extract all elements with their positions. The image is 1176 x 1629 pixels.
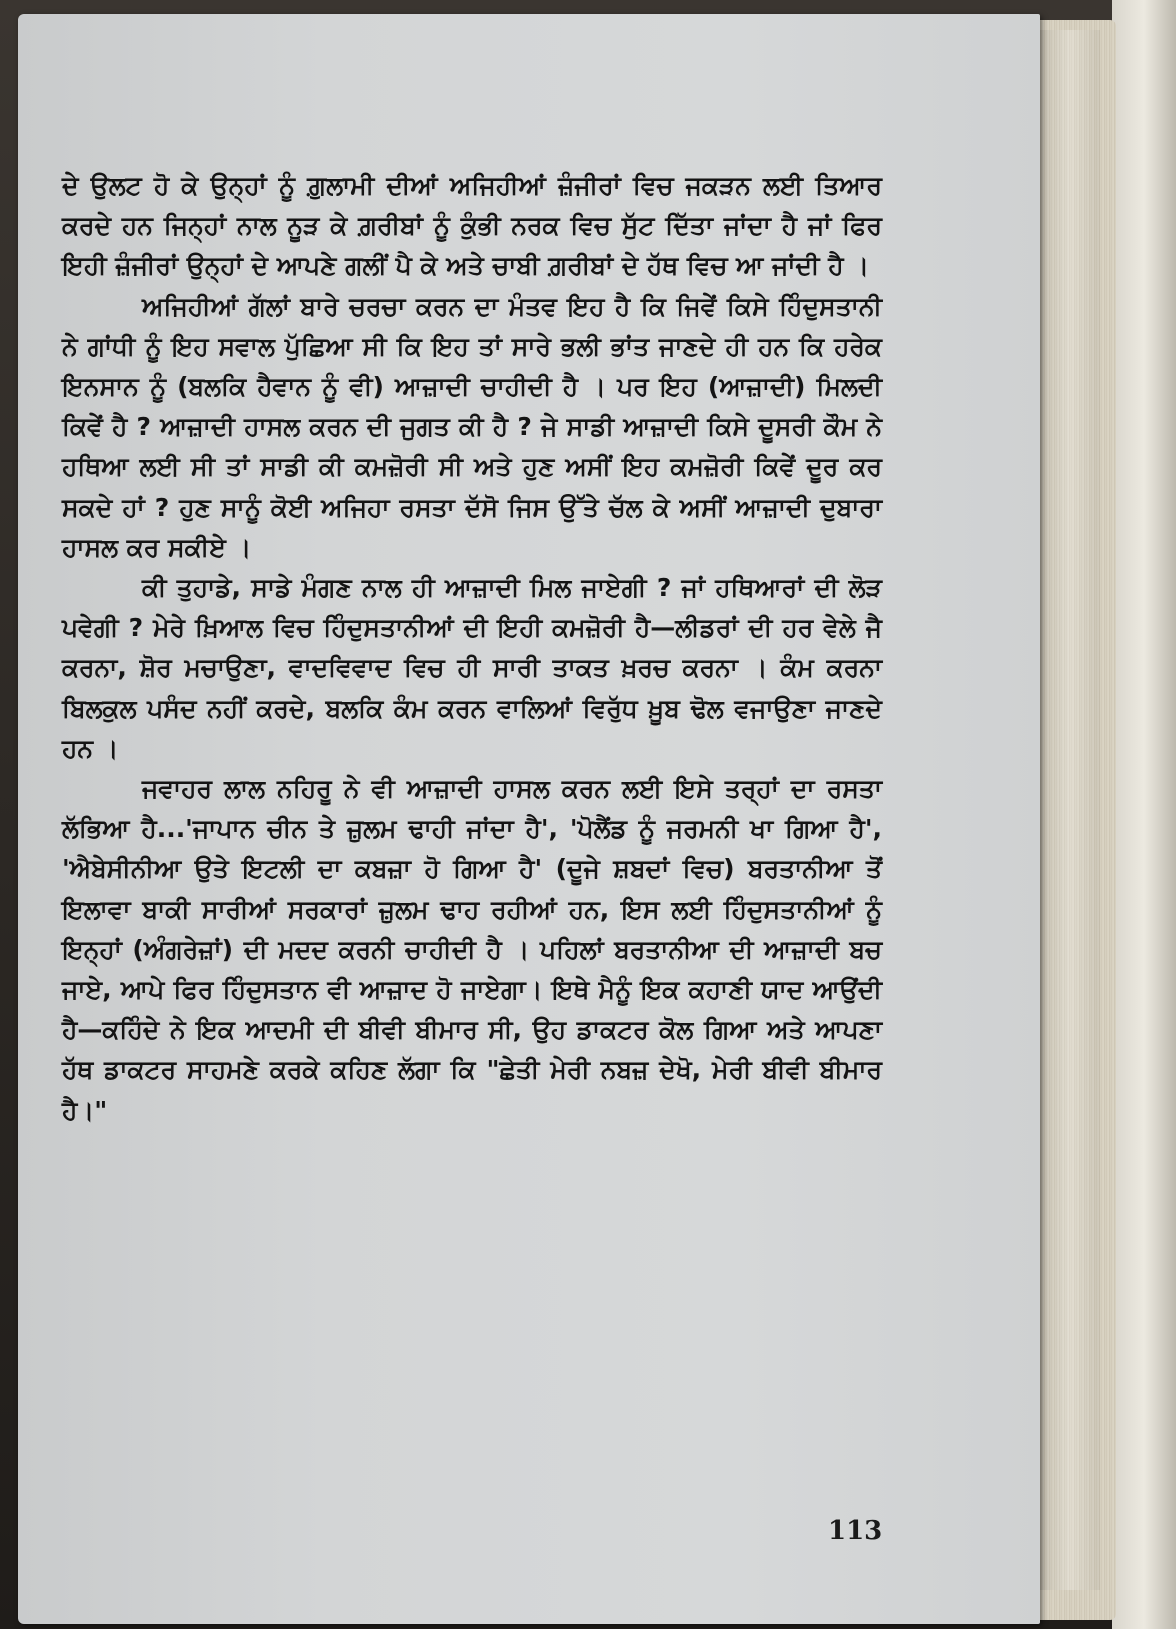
paragraph-3: ਕੀ ਤੁਹਾਡੇ, ਸਾਡੇ ਮੰਗਣ ਨਾਲ ਹੀ ਆਜ਼ਾਦੀ ਮਿਲ ਜਾਏਗੀ ? ਜਾਂ ਹਥਿਆਰਾਂ ਦੀ ਲੋੜ ਪਵੇਗੀ ? ਮੇਰੇ ਖ਼ਿਆਲ ਵਿਚ ਹਿੰਦੁਸਤਾਨੀਆਂ ਦੀ ਇਹੀ ਕਮਜ਼ੋਰੀ ਹੈ—ਲੀਡਰਾਂ ਦੀ ਹਰ ਵੇਲੇ ਜੈ ਕਰਨਾ, ਸ਼ੋਰ ਮਚਾਉਣਾ, ਵਾਦਵਿਵਾਦ ਵਿਚ ਹੀ ਸਾਰੀ ਤਾਕਤ ਖ਼ਰਚ ਕਰਨਾ । ਕੰਮ ਕਰਨਾ ਬਿਲਕੁਲ ਪਸੰਦ ਨਹੀਂ ਕਰਦੇ, ਬਲਕਿ ਕੰਮ ਕਰਨ ਵਾਲਿਆਂ ਵਿਰੁੱਧ ਖ਼ੂਬ ਢੋਲ ਵਜਾਉਣਾ ਜਾਣਦੇ ਹਨ । [62, 573, 882, 763]
paragraph-4: ਜਵਾਹਰ ਲਾਲ ਨਹਿਰੂ ਨੇ ਵੀ ਆਜ਼ਾਦੀ ਹਾਸਲ ਕਰਨ ਲਈ ਇਸੇ ਤਰ੍ਹਾਂ ਦਾ ਰਸਤਾ ਲੱਭਿਆ ਹੈ...'ਜਾਪਾਨ ਚੀਨ ਤੇ ਜ਼ੁਲਮ ਢਾਹੀ ਜਾਂਦਾ ਹੈ', 'ਪੋਲੈਂਡ ਨੂੰ ਜਰਮਨੀ ਖਾ ਗਿਆ ਹੈ', 'ਐਬੇਸੀਨੀਆ ਉਤੇ ਇਟਲੀ ਦਾ ਕਬਜ਼ਾ ਹੋ ਗਿਆ ਹੈ' (ਦੂਜੇ ਸ਼ਬਦਾਂ ਵਿਚ) ਬਰਤਾਨੀਆ ਤੋਂ ਇਲਾਵਾ ਬਾਕੀ ਸਾਰੀਆਂ ਸਰਕਾਰਾਂ ਜ਼ੁਲਮ ਢਾਹ ਰਹੀਆਂ ਹਨ, ਇਸ ਲਈ ਹਿੰਦੁਸਤਾਨੀਆਂ ਨੂੰ ਇਨ੍ਹਾਂ (ਅੰਗਰੇਜ਼ਾਂ) ਦੀ ਮਦਦ ਕਰਨੀ ਚਾਹੀਦੀ ਹੈ । ਪਹਿਲਾਂ ਬਰਤਾਨੀਆ ਦੀ ਆਜ਼ਾਦੀ ਬਚ ਜਾਏ, ਆਪੇ ਫਿਰ ਹਿੰਦੁਸਤਾਨ ਵੀ ਆਜ਼ਾਦ ਹੋ ਜਾਏਗਾ। ਇਥੇ ਮੈਨੂੰ ਇਕ ਕਹਾਣੀ ਯਾਦ ਆਉਂਦੀ ਹੈ—ਕਹਿੰਦੇ ਨੇ ਇਕ ਆਦਮੀ ਦੀ ਬੀਵੀ ਬੀਮਾਰ ਸੀ, ਉਹ ਡਾਕਟਰ ਕੋਲ ਗਿਆ ਅਤੇ ਆਪਣਾ ਹੱਥ ਡਾਕਟਰ ਸਾਹਮਣੇ ਕਰਕੇ ਕਹਿਣ ਲੱਗਾ ਕਿ "ਛੇਤੀ ਮੇਰੀ ਨਬਜ਼ ਦੇਖੋ, ਮੇਰੀ ਬੀਵੀ ਬੀਮਾਰ ਹੈ।" [62, 774, 882, 1125]
page-number: 113 [828, 1516, 883, 1546]
body-text [62, 166, 882, 1131]
paragraph-1: ਦੇ ਉਲਟ ਹੋ ਕੇ ਉਨ੍ਹਾਂ ਨੂੰ ਗ਼ੁਲਾਮੀ ਦੀਆਂ ਅਜਿਹੀਆਂ ਜ਼ੰਜੀਰਾਂ ਵਿਚ ਜਕੜਨ ਲਈ ਤਿਆਰ ਕਰਦੇ ਹਨ ਜਿਨ੍ਹਾਂ ਨਾਲ ਨੂੜ ਕੇ ਗ਼ਰੀਬਾਂ ਨੂੰ ਕੁੰਭੀ ਨਰਕ ਵਿਚ ਸੁੱਟ ਦਿੱਤਾ ਜਾਂਦਾ ਹੈ ਜਾਂ ਫਿਰ ਇਹੀ ਜ਼ੰਜੀਰਾਂ ਉਨ੍ਹਾਂ ਦੇ ਆਪਣੇ ਗਲੀਂ ਪੈ ਕੇ ਅਤੇ ਚਾਬੀ ਗ਼ਰੀਬਾਂ ਦੇ ਹੱਥ ਵਿਚ ਆ ਜਾਂਦੀ ਹੈ । [62, 171, 882, 281]
book-cover-edge [1112, 0, 1176, 1629]
paragraph-2: ਅਜਿਹੀਆਂ ਗੱਲਾਂ ਬਾਰੇ ਚਰਚਾ ਕਰਨ ਦਾ ਮੰਤਵ ਇਹ ਹੈ ਕਿ ਜਿਵੇਂ ਕਿਸੇ ਹਿੰਦੁਸਤਾਨੀ ਨੇ ਗਾਂਧੀ ਨੂੰ ਇਹ ਸਵਾਲ ਪੁੱਛਿਆ ਸੀ ਕਿ ਇਹ ਤਾਂ ਸਾਰੇ ਭਲੀ ਭਾਂਤ ਜਾਣਦੇ ਹੀ ਹਨ ਕਿ ਹਰੇਕ ਇਨਸਾਨ ਨੂੰ (ਬਲਕਿ ਹੈਵਾਨ ਨੂੰ ਵੀ) ਆਜ਼ਾਦੀ ਚਾਹੀਦੀ ਹੈ । ਪਰ ਇਹ (ਆਜ਼ਾਦੀ) ਮਿਲਦੀ ਕਿਵੇਂ ਹੈ ? ਆਜ਼ਾਦੀ ਹਾਸਲ ਕਰਨ ਦੀ ਜੁਗਤ ਕੀ ਹੈ ? ਜੇ ਸਾਡੀ ਆਜ਼ਾਦੀ ਕਿਸੇ ਦੂਸਰੀ ਕੌਮ ਨੇ ਹਥਿਆ ਲਈ ਸੀ ਤਾਂ ਸਾਡੀ ਕੀ ਕਮਜ਼ੋਰੀ ਸੀ ਅਤੇ ਹੁਣ ਅਸੀਂ ਇਹ ਕਮਜ਼ੋਰੀ ਕਿਵੇਂ ਦੂਰ ਕਰ ਸਕਦੇ ਹਾਂ ? ਹੁਣ ਸਾਨੂੰ ਕੋਈ ਅਜਿਹਾ ਰਸਤਾ ਦੱਸੋ ਜਿਸ ਉੱਤੇ ਚੱਲ ਕੇ ਅਸੀਂ ਆਜ਼ਾਦੀ ਦੁਬਾਰਾ ਹਾਸਲ ਕਰ ਸਕੀਏ । [62, 291, 882, 562]
page-edge-shading [1040, 30, 1100, 1590]
